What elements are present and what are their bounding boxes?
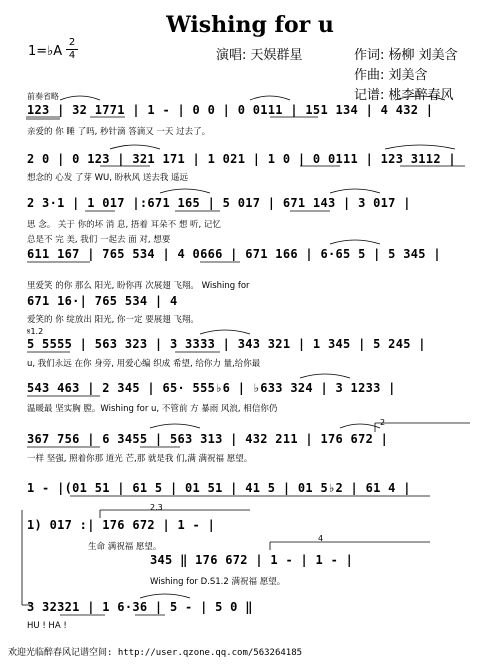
score-row-1-lyrics: 亲爱的 你 睡 了吗, 秒针滴 答滴又 一天 过去了。 <box>27 127 211 137</box>
score-row-3-lyrics: 思 念。 关于 你的坏 消 息, 捂着 耳朵不 想 听, 记忆 <box>27 220 221 230</box>
prelude-note: 前奏省略 <box>27 92 59 101</box>
volta-label-1: 2.3 <box>150 503 163 512</box>
score-row-7-notes: 543 463 | 2 345 | 65· 555♭6 | ♭633 324 | 3 1233 | <box>27 381 396 395</box>
score-row-6-notes: 5 5555 | 563 323 | 3 3333 | 343 321 | 1 345 | 5 245 | <box>27 337 426 351</box>
song-title: Wishing for u <box>166 12 334 38</box>
score-row-9-notes: 1 - |(01 51 | 61 5 | 01 51 | 41 5 | 01 5♭2 | 61 4 | <box>27 481 411 495</box>
composer-credit: 作曲: 刘美含 <box>354 68 428 83</box>
volta-label-2: 4 <box>318 534 324 543</box>
transcriber-credit: 记谱: 桃李醉春风 <box>354 88 454 103</box>
score-row-4-lyrics: 总是不 完 美, 我们 一起去 面 对, 想要 <box>27 235 171 245</box>
volta-label-0: 2 <box>380 418 386 427</box>
score-row-4-notes: 611 167 | 765 534 | 4 0666 | 671 166 | 6·65 5 | 5 345 | <box>27 247 441 261</box>
lyricist-credit: 作词: 杨柳 刘美含 <box>354 48 458 63</box>
score-row-5-notes: 671 16·| 765 534 | 4 <box>27 294 178 308</box>
score-row-2-lyrics: 想念的 心发 了芽 WU, 盼秋风 送去我 遥远 <box>27 173 189 183</box>
score-row-10-lyrics: 生命 满祝福 愿望。 <box>88 542 162 552</box>
score-row-10-notes: 1) 017 :| 176 672 | 1 - | <box>27 518 216 532</box>
key-signature: 1=♭A <box>28 44 63 59</box>
score-row-8-lyrics: 温暖最 坚实胸 膛。Wishing for u, 不管前 方 暴雨 风浪, 相信你仍 <box>27 404 278 414</box>
score-row-11-lyrics: Wishing for D.S1.2 满祝福 愿望。 <box>150 577 286 587</box>
time-signature-top: 2 <box>68 37 76 48</box>
singer-credit: 演唱: 天娱群星 <box>216 48 303 63</box>
score-row-12-notes: 3 32321 | 1 6·36 | 5 - | 5 0 ‖ <box>27 600 253 614</box>
score-row-7-lyrics: u, 我们永远 在你 身旁, 用爱心编 织成 希望, 给你力 量,给你最 <box>27 359 261 369</box>
score-row-6-lyrics: 爱笑的 你 绽放出 阳光, 你一定 要展翅 飞翔。 <box>27 315 199 325</box>
footer-link-text: 欢迎光临醉春风记谱空间: http://user.qzone.qq.com/563264185 <box>8 648 303 658</box>
score-row-3-notes: 2 3·1 | 1 017 |:671 165 | 5 017 | 671 143 | 3 017 | <box>27 196 411 210</box>
score-row-5-lyrics: 里爱笑 的你 那么 阳光, 盼你再 次展翅 飞翔。 Wishing for <box>27 281 250 291</box>
segno-mark: 𝄋1.2 <box>27 327 44 336</box>
score-row-2-notes: 2 0 | 0 123 | 321 171 | 1 021 | 1 0 | 0 0111 | 123 3112 | <box>27 152 456 166</box>
score-row-12-lyrics: HU ! HA ! <box>27 621 67 631</box>
score-row-8-notes: 367 756 | 6 3455 | 563 313 | 432 211 | 176 672 | <box>27 432 389 446</box>
time-signature-bottom: 4 <box>68 50 76 61</box>
score-row-9-lyrics: 一样 坚强, 照着你那 道光 芒,那 就是我 们,满 满祝福 愿望。 <box>27 454 253 464</box>
score-row-11-notes: 345 ‖ 176 672 | 1 - | 1 - | <box>150 553 354 567</box>
score-row-1-notes: 123 | 32 1771 | 1 - | 0 0 | 0 0111 | 151 134 | 4 432 | <box>27 103 434 117</box>
